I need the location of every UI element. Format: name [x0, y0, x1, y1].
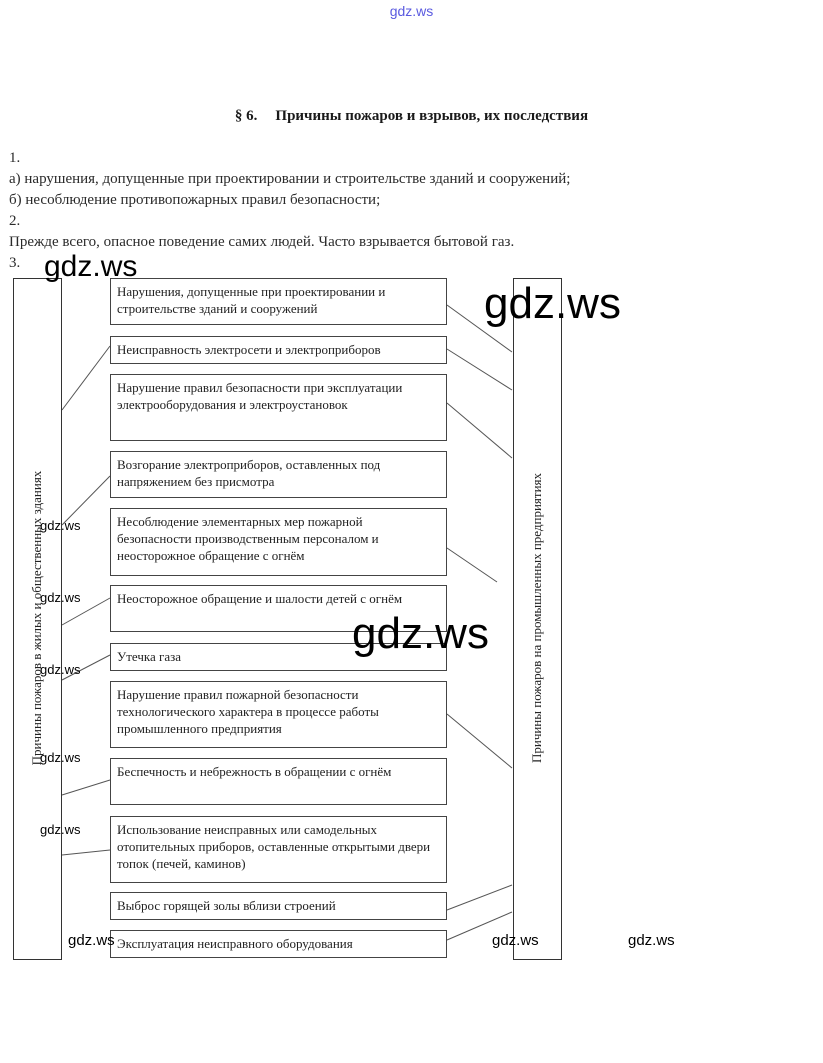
- answer-line: 1.: [9, 150, 21, 166]
- cause-box: Использование неисправных или самодельных отопительных приборов, оставленные открытыми двери топок (печей, каминов): [110, 816, 447, 883]
- answer-line: 3.: [9, 255, 21, 271]
- cause-box: Утечка газа: [110, 643, 447, 671]
- cause-box: Выброс горящей золы вблизи строений: [110, 892, 447, 920]
- cause-box: Беспечность и небрежность в обращении с огнём: [110, 758, 447, 805]
- connector: [62, 780, 110, 795]
- cause-box: Нарушение правил безопасности при эксплуатации электрооборудования и электроустановок: [110, 374, 447, 441]
- answer-line: Прежде всего, опасное поведение самих людей. Часто взрывается бытовой газ.: [9, 234, 515, 250]
- watermark: gdz.ws: [352, 609, 489, 658]
- watermark: gdz.ws: [40, 822, 81, 837]
- left-category-label: Причины пожаров в жилых и общественных зданиях: [29, 470, 44, 766]
- connector: [447, 885, 512, 910]
- connector: [447, 403, 512, 458]
- watermark: gdz.ws: [628, 932, 675, 949]
- watermark: gdz.ws: [40, 590, 81, 605]
- watermark: gdz.ws: [40, 518, 81, 533]
- section-title: Причины пожаров и взрывов, их последствия: [275, 108, 589, 124]
- connector: [447, 349, 512, 390]
- cause-box: Неисправность электросети и электроприборов: [110, 336, 447, 364]
- answer-line: б) несоблюдение противопожарных правил безопасности;: [9, 192, 381, 208]
- watermark: gdz.ws: [484, 279, 621, 328]
- left-category-box: [13, 278, 62, 960]
- answer-line: 2.: [9, 213, 21, 229]
- watermark: gdz.ws: [44, 250, 138, 283]
- answer-line: а) нарушения, допущенные при проектировании и строительстве зданий и сооружений;: [9, 171, 571, 187]
- cause-box: Эксплуатация неисправного оборудования: [110, 930, 447, 958]
- watermark: gdz.ws: [40, 662, 81, 677]
- watermark: gdz.ws: [492, 932, 539, 949]
- connector: [62, 850, 110, 855]
- connector: [447, 548, 497, 582]
- right-category-label: Причины пожаров на промышленных предприятиях: [529, 472, 544, 764]
- cause-box: Нарушение правил пожарной безопасности технологического характера в процессе работы промышленного предприятия: [110, 681, 447, 748]
- section-number: § 6.: [234, 108, 258, 124]
- watermark: gdz.ws: [40, 750, 81, 765]
- cause-box: Возгорание электроприборов, оставленных под напряжением без присмотра: [110, 451, 447, 498]
- top-watermark: gdz.ws: [389, 3, 434, 19]
- cause-box: Неосторожное обращение и шалости детей с огнём: [110, 585, 447, 632]
- cause-box: Нарушения, допущенные при проектировании и строительстве зданий и сооружений: [110, 278, 447, 325]
- cause-box: Несоблюдение элементарных мер пожарной безопасности производственным персоналом и неосторожное обращение с огнём: [110, 508, 447, 576]
- connector: [62, 346, 110, 410]
- watermark: gdz.ws: [68, 932, 115, 949]
- connector: [447, 714, 512, 768]
- right-category-box: [513, 278, 562, 960]
